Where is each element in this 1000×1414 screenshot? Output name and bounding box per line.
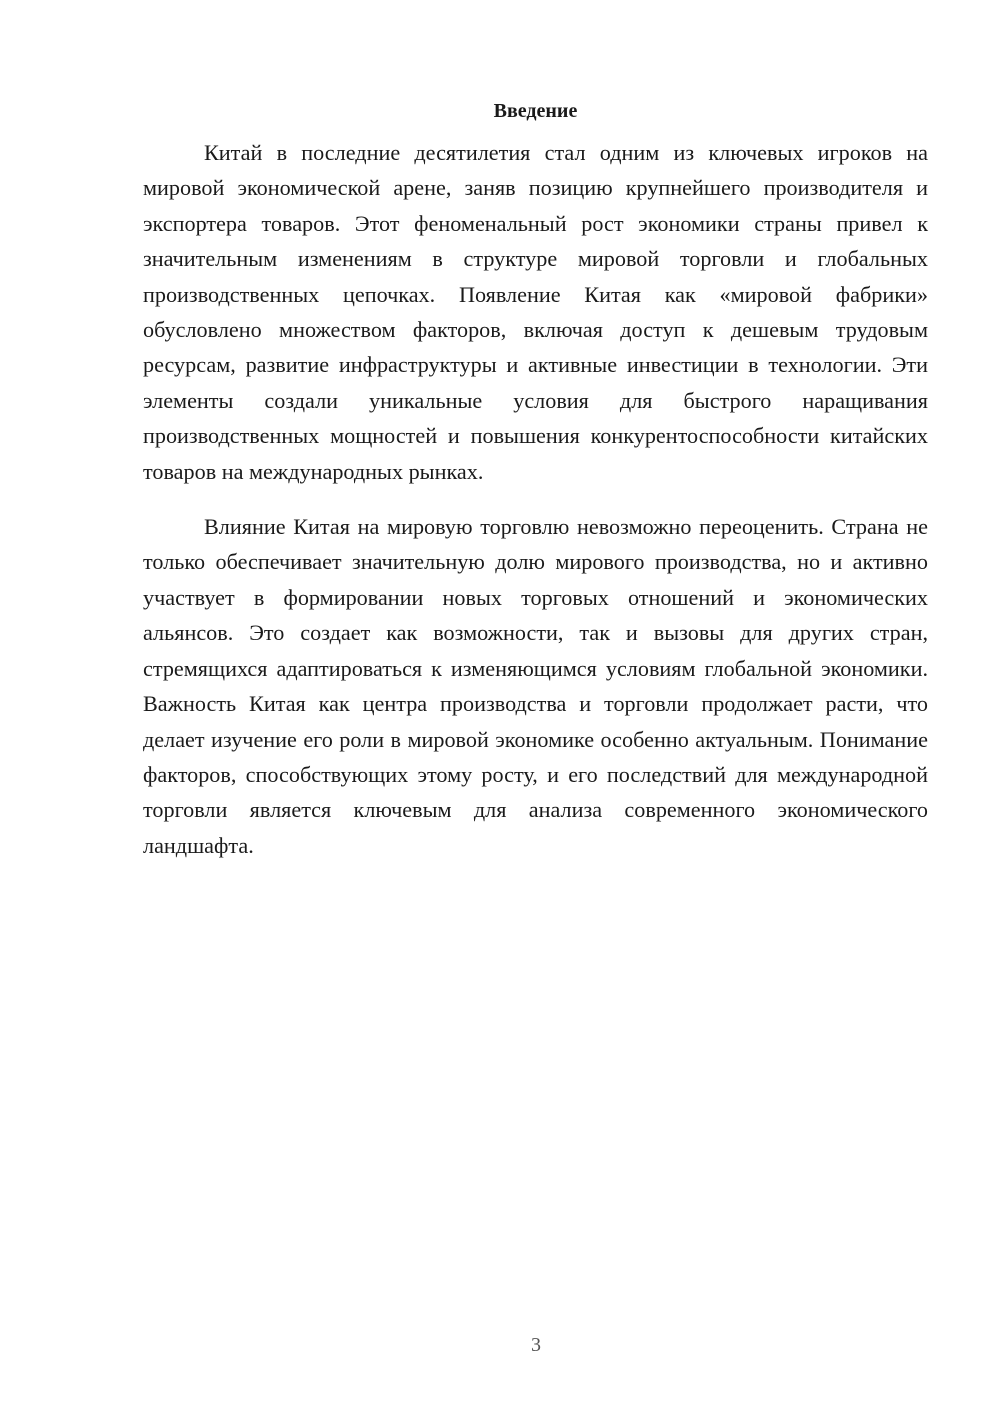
section-heading: Введение xyxy=(493,100,578,122)
page-number: 3 xyxy=(531,1334,541,1356)
paragraph-2: Влияние Китая на мировую торговлю невозможно переоценить. Страна не только обеспечивает значительную долю мирового производства, но и активно участвует в формировании новых торговых отношений и экономических альянсов. Это создает как возможности, так и вызовы для других стран, стремящихся адаптироваться к изменяющимся условиям глобальной экономики. Важность Китая как центра производства и торговли продолжает расти, что делает изучение его роли в мировой экономике особенно актуальным. Понимание факторов, способствующих этому росту, и его последствий для международной торговли является ключевым для анализа современного экономического ландшафта. xyxy=(143,514,928,858)
page-content xyxy=(143,98,928,863)
paragraph-1: Китай в последние десятилетия стал одним из ключевых игроков на мировой экономической арене, заняв позицию крупнейшего производителя и экспортера товаров. Этот феноменальный рост экономики страны привел к значительным изменениям в структуре мировой торговли и глобальных производственных цепочках. Появление Китая как «мировой фабрики» обусловлено множеством факторов, включая доступ к дешевым трудовым ресурсам, развитие инфраструктуры и активные инвестиции в технологии. Эти элементы создали уникальные условия для быстрого наращивания производственных мощностей и повышения конкурентоспособности китайских товаров на международных рынках. xyxy=(143,140,928,484)
